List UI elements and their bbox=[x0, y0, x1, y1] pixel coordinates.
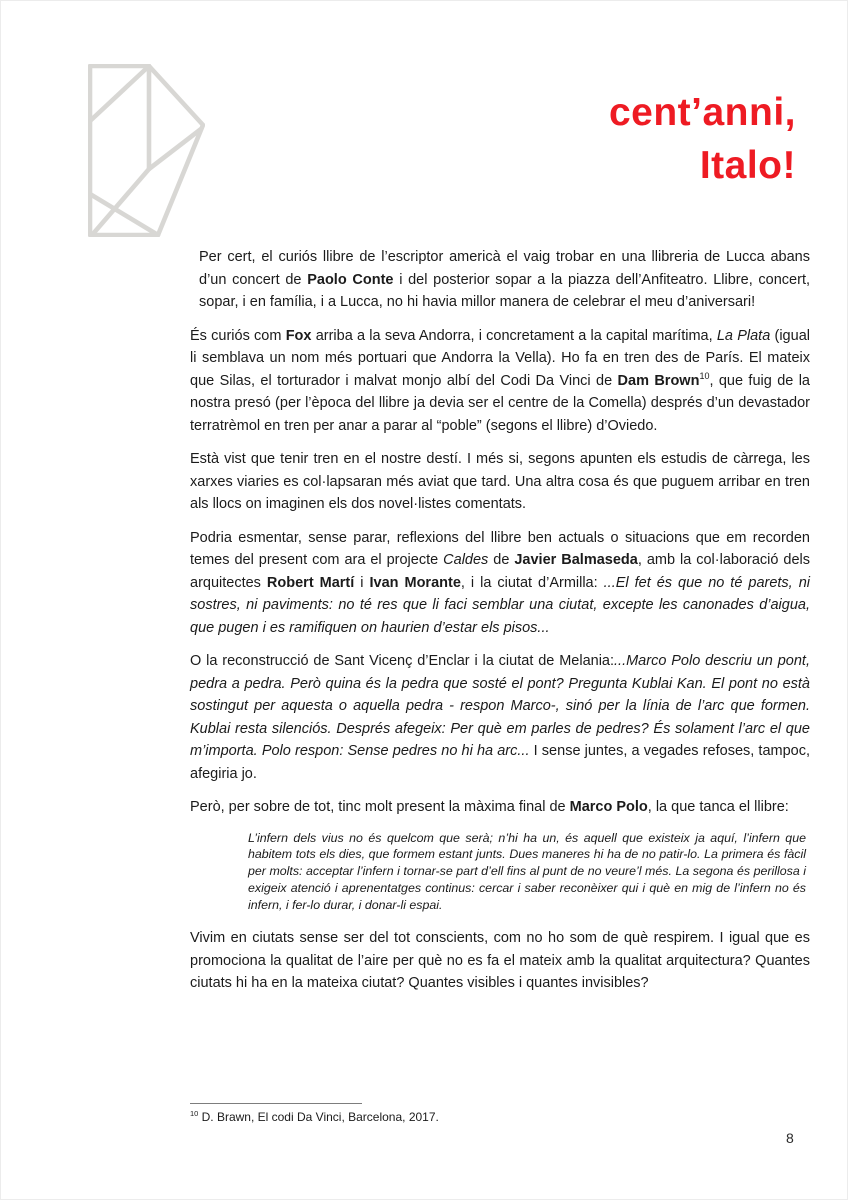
text-run: D. Brawn, El codi Da Vinci, Barcelona, 2017. bbox=[198, 1110, 439, 1124]
paragraph bbox=[190, 650, 810, 785]
text-run: Per cert, el curiós llibre de l’escriptor americà el vaig trobar en una llibreria de Lucca abans d’un concert de bbox=[199, 249, 810, 288]
superscript-ref: 10 bbox=[190, 1109, 199, 1118]
text-run: , amb la col·laboració dels arquitectes bbox=[190, 552, 811, 591]
text-run: (igual li semblava un nom més portuari que Andorra la Vella). Ho fa en tren des de París. El mateix que Silas, el torturador i malvat monjo albí del Codi Da Vinci de bbox=[190, 327, 810, 389]
blockquote bbox=[248, 830, 806, 915]
text-run: , que fuig de la nostra presó (per l’època del llibre ja devia ser el centre de la Comella) després d’un devastador terratrèmol en tren per anar a parar al “poble” (segons el llibre) d’Oviedo. bbox=[190, 372, 810, 434]
text-run: Ivan Morante bbox=[369, 574, 461, 591]
paragraph bbox=[190, 246, 810, 314]
text-run: ...Marco Polo descriu un pont, pedra a pedra. Però quina és la pedra que sosté el pont? Pregunta Kublai Kan. El pont no està sostingut per aquesta o aquella pedra - respon Marco-, sinó per la línia de l’arc que formen. Kublai resta silenciós. Després afegeix: Per què em parles de pedres? És solament l’arc el que m’importa. Polo respon: Sense pedres no hi ha arc... bbox=[190, 653, 810, 759]
title-line-2: Italo! bbox=[699, 144, 796, 187]
paragraph bbox=[190, 796, 810, 819]
text-run: Està vist que tenir tren en el nostre destí. I més si, segons apunten els estudis de càrrega, les xarxes viaries es col·lapsaran més aviat que tard. Una altra cosa és que puguem arribar en tren als llocs on imaginen els dos novel·listes comentats. bbox=[190, 451, 810, 512]
text-run: Marco Polo bbox=[569, 799, 648, 815]
text-run: Javier Balmaseda bbox=[514, 552, 638, 568]
text-run: Dam Brown bbox=[617, 372, 700, 389]
text-run: ...El fet és que no té parets, ni sostres, ni paviments: no té res que li faci semblar una ciutat, excepte les canonades d’aigua, que pugen i es ramifiquen on haurien d’estar els pisos... bbox=[190, 574, 810, 636]
text-run: , la que tanca el llibre: bbox=[647, 799, 789, 815]
text-run: Vivim en ciutats sense ser del tot conscients, com no ho som de què respirem. I igual que es promociona la qualitat de l’aire per què no es fa el mateix amb la qualitat arquitectura? Quantes ciutats hi ha en la mateixa ciutat? Quantes visibles i quantes invisibles? bbox=[190, 930, 810, 992]
text-run: Robert Martí bbox=[266, 574, 355, 591]
text-run: Caldes bbox=[443, 552, 489, 568]
text-run: I sense juntes, a vegades refoses, tampoc, afegiria jo. bbox=[190, 743, 811, 782]
paragraph bbox=[190, 325, 810, 438]
body-text bbox=[190, 246, 810, 1006]
page-title bbox=[609, 86, 796, 192]
paragraph bbox=[190, 448, 810, 516]
logo-lines bbox=[90, 66, 203, 235]
geometric-crystal-logo-icon bbox=[88, 64, 205, 237]
text-run: Podria esmentar, sense parar, reflexions del llibre ben actuals o situacions que em recorden temes del present com ara el projecte bbox=[190, 529, 810, 568]
text-run: arriba a la seva Andorra, i concretament a la capital marítima, bbox=[311, 327, 717, 344]
superscript-ref: 10 bbox=[699, 370, 710, 381]
footnote-divider bbox=[190, 1103, 362, 1104]
text-run: i del posterior sopar a la piazza dell’Anfiteatro. Llibre, concert, sopar, i en família, i a Lucca, no hi havia millor manera de celebrar el meu d’aniversari! bbox=[199, 271, 810, 310]
text-run: , i la ciutat d’Armilla: bbox=[460, 574, 604, 591]
title-line-1: cent’anni, bbox=[608, 91, 796, 134]
text-run: O la reconstrucció de Sant Vicenç d’Enclar i la ciutat de Melania: bbox=[190, 653, 615, 669]
footnote bbox=[190, 1103, 810, 1125]
text-run: Paolo Conte bbox=[307, 271, 394, 288]
text-run: de bbox=[488, 552, 515, 568]
text-run: La Plata bbox=[716, 327, 771, 344]
paragraph bbox=[190, 527, 810, 640]
text-run: L’infern dels vius no és quelcom que serà; n’hi ha un, és aquell que existeix ja aquí, l’infern que habitem tots els dies, que formem estant junts. Dues maneres hi ha de no patir-lo. La primera és fàcil per molts: acceptar l’infern i tornar-se part d’ell fins al punt de no veure’l més. La segona és perillosa i exigeix atenció i aprenentatges continus: cercar i saber reconèixer qui i què en mig de l’infern no és infern, i fer-lo durar, i donar-li espai. bbox=[248, 830, 806, 913]
paragraph bbox=[190, 927, 810, 995]
text-run: Fox bbox=[285, 327, 312, 344]
footnote-text bbox=[190, 1110, 810, 1125]
text-run: Però, per sobre de tot, tinc molt present la màxima final de bbox=[190, 799, 570, 815]
page-number: 8 bbox=[786, 1130, 794, 1146]
text-run: i bbox=[354, 574, 370, 591]
text-run: És curiós com bbox=[190, 327, 286, 344]
